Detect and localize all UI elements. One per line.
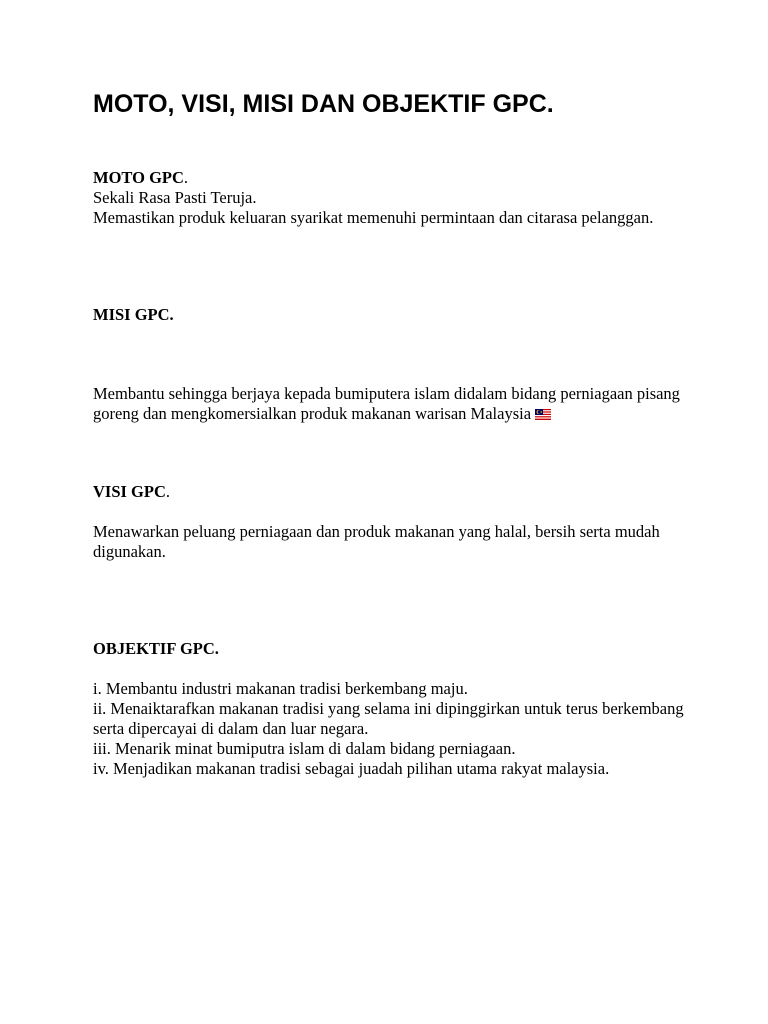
moto-heading-suffix: . bbox=[183, 168, 189, 187]
misi-section bbox=[93, 384, 693, 425]
misi-heading-block bbox=[93, 305, 693, 325]
moto-heading-line bbox=[93, 168, 693, 188]
moto-description: Memastikan produk keluaran syarikat memenuhi permintaan dan citarasa pelanggan. bbox=[93, 208, 654, 227]
objektif-item-4: iv. Menjadikan makanan tradisi sebagai juadah pilihan utama rakyat malaysia. bbox=[93, 759, 610, 778]
moto-section bbox=[93, 168, 693, 228]
objektif-item-1: i. Membantu industri makanan tradisi berkembang maju. bbox=[93, 679, 468, 698]
misi-text: Membantu sehingga berjaya kepada bumiputera islam didalam bidang perniagaan pisang goreng dan mengkomersialkan produk makanan warisan Malaysia bbox=[93, 384, 680, 423]
visi-heading: VISI GPC bbox=[93, 482, 166, 501]
page-title: MOTO, VISI, MISI DAN OBJEKTIF GPC. bbox=[93, 90, 554, 118]
malaysia-flag-icon bbox=[535, 405, 551, 425]
visi-heading-line bbox=[93, 482, 693, 502]
moto-heading: MOTO GPC bbox=[93, 168, 184, 187]
moto-slogan: Sekali Rasa Pasti Teruja. bbox=[93, 188, 257, 207]
objektif-item-3: iii. Menarik minat bumiputra islam di dalam bidang perniagaan. bbox=[93, 739, 516, 758]
misi-heading: MISI GPC. bbox=[93, 305, 174, 324]
visi-section bbox=[93, 482, 693, 562]
objektif-item-2: ii. Menaiktarafkan makanan tradisi yang selama ini dipinggirkan untuk terus berkembang serta dipercayai di dalam dan luar negara. bbox=[93, 699, 684, 738]
visi-heading-suffix: . bbox=[165, 482, 171, 501]
misi-text-line bbox=[93, 384, 693, 425]
objektif-heading: OBJEKTIF GPC. bbox=[93, 639, 219, 658]
objektif-section bbox=[93, 639, 693, 779]
visi-text: Menawarkan peluang perniagaan dan produk makanan yang halal, bersih serta mudah digunakan. bbox=[93, 522, 660, 561]
